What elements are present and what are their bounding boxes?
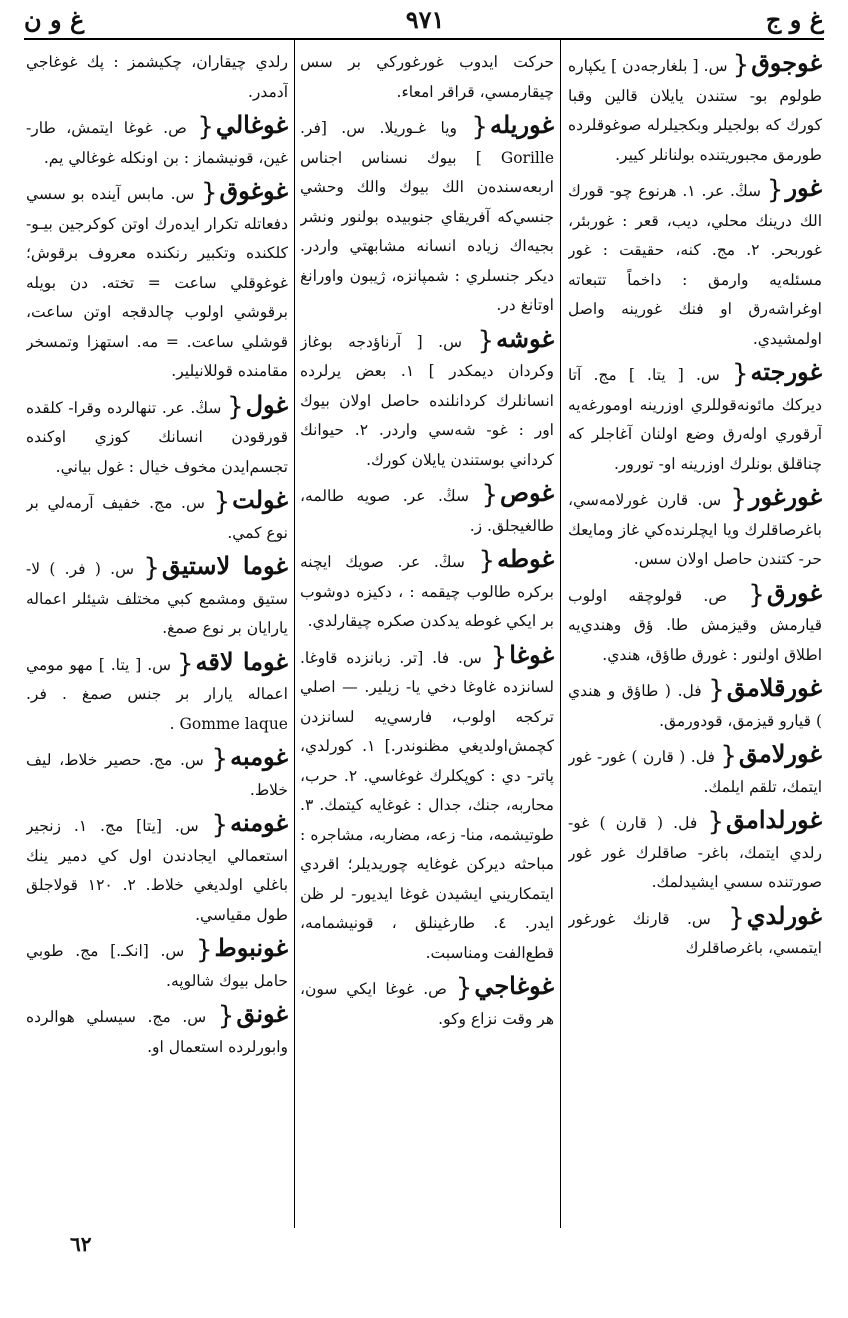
- dictionary-entry: [568, 357, 822, 479]
- entry-headword: غومبه: [230, 742, 288, 771]
- entry-definition: س. قارن غورلامه‌سي، باغرصاقلرك ويا ايچلرنده‌كي غاز ومايعك حر- كتندن حاصل اولان سس.: [568, 491, 822, 568]
- brace-icon: {: [730, 484, 747, 514]
- dictionary-entry: [300, 544, 554, 637]
- dictionary-entry: [26, 390, 288, 483]
- entry-definition: س. [ بلغارجه‌دن ] يكپاره طولوم بو- ستندن يايلان قالين وقبا كورك كه بولجيلر وبكجيلرله صوغوقلرده طورمق مجبوريتنده بولنانلر كيير.: [568, 57, 822, 164]
- dictionary-entry: [300, 971, 554, 1034]
- dictionary-entry: [568, 173, 822, 354]
- brace-icon: {: [197, 112, 214, 142]
- entry-headword: غورلدامق: [726, 805, 822, 834]
- entry-definition: ص. غوغا ايتمش، طار- غين، قونيشماز : بن اونكله غوغالي يم.: [26, 119, 288, 167]
- signature-mark: ٦٢: [70, 1232, 92, 1256]
- dictionary-entry: [568, 482, 822, 575]
- dictionary-entry: [26, 176, 288, 387]
- entry-headword: غوشه: [496, 323, 554, 353]
- dictionary-entry: [300, 640, 554, 969]
- entry-headword: غولت: [232, 485, 288, 514]
- entry-headword: غونق: [236, 999, 288, 1028]
- entry-definition: ويا غـوريلا. س. [فر. Gorille ] بيوك نسناس اجناس اربعه‌سنده‌ن الك بيوك والك وحشي جنسي‌كه آفريقاي جنوبيده بولنور ونشر بجيه‌ا‌ك زياده انسانه مشابهتي واردر. ديكر جنسلري : شمپانزه، ژيبون واورانغ اوتانغ در.: [300, 119, 554, 314]
- dictionary-entry: [26, 999, 288, 1062]
- dictionary-entry: [26, 808, 288, 930]
- entry-definition: س. [ يتا. ] مهو مومي اعماله يارار بر جنس صمغ . فر. Gomme laque .: [26, 655, 288, 733]
- entry-definition: س. مج. خفيف آرمه‌لي بر نوع كمي.: [26, 494, 288, 542]
- brace-icon: {: [477, 325, 495, 356]
- entry-definition: س. [يتا] مج. ١. زنجير استعمالي ايجادندن اول كي دمير ينك باغلي اولديغي خلاط. ٢. ١٢٠ قولاجلق طول مقياسي.: [26, 817, 288, 924]
- entry-definition: سڭ. عر. صويك ايچنه بركره طالوب چيقمه : ، دكيزه دوشوب بر ايكي غوطه يدكدن صكره چيقارلدي.: [300, 553, 554, 630]
- entry-headword: غورقلامق: [726, 673, 822, 702]
- entry-headword: غورجته: [750, 357, 822, 386]
- entry-headword: غول: [245, 389, 288, 419]
- entry-headword: غوغوق: [219, 176, 288, 205]
- brace-icon: {: [176, 648, 194, 679]
- brace-icon: {: [481, 480, 499, 510]
- entry-definition: س. مابس آينده بو سسي دفعاتله تكرار ايده‌رك اوتن كوكرجين بيـو- كلكنده وتكبير رنكنده معروف برقوش؛ غوغوقلي ساعت = تخته. دن بويله برقوشي اولوب چالدقجه اوتن ساعت، قوشلي ساعت. = مه. استهزا وتمسخر مقامنده قوللانيلير.: [26, 185, 288, 380]
- column-left: [26, 48, 288, 1228]
- entry-definition: فل. ( طاؤق و هندي ) قيارو قيزمق، قودورمق.: [568, 682, 822, 730]
- dictionary-entry: [300, 478, 554, 541]
- dictionary-entry: [568, 901, 822, 964]
- entry-definition: س. فا. [تر. زبانزده قاوغا. لسانزده غاوغا دخي يا- زيلير. — اصلي تركجه اولوب، فارسي‌يه لسانزدن كچمش‌اولديغي مظنوندر.] ١. كورلدي، پاتر- دي : كوپكلرك غوغاسي. ٢. حرب، محاربه، جنك، جدال : غوغايه كيتمك. ٣. طوتيشمه، منا- زعه، مضاربه، مشاجره : مباحثه ديركن غوغايه چوريديلر؛ اقردي ايتمكاريني ايشيدن غوغا ايديور- لر ظن ايدر. ٤. طارغينلق ، قونيشمامه، قطع‌الفت ومناسبت.: [300, 648, 554, 962]
- entry-headword: غوجوق: [751, 48, 822, 77]
- entry-definition: س. مج. سيسلي هوالرده وابورلرده استعمال او.: [26, 1008, 288, 1056]
- entry-headword: غوما لاستيق: [161, 551, 288, 580]
- entry-definition: فل. ( قارن ) غور- غور ايتمك، تلقم ايلمك.: [568, 748, 822, 796]
- dictionary-entry: [568, 739, 822, 802]
- dictionary-entry: [26, 647, 288, 740]
- entry-headword: غوص: [500, 478, 554, 507]
- entry-headword: غوريله: [489, 110, 554, 139]
- brace-icon: {: [227, 391, 244, 422]
- entry-headword: غور: [785, 173, 822, 202]
- entry-definition: س. [ آرناؤدجه بوغاز وكردان ديمكدر ] ١. بعض يرلرده انسانلرك كردانلنده حاصل اولان بيوك اور : غو- شه‌سي واردر. ٢. حيوانك كرداني بوستندن يايلان كورك.: [300, 332, 554, 469]
- entry-headword: غومنه: [230, 808, 288, 837]
- brace-icon: {: [143, 553, 160, 583]
- brace-icon: {: [731, 359, 749, 389]
- header-section-left: غ و ن: [24, 4, 85, 34]
- column-divider-left: [294, 40, 295, 1228]
- brace-icon: {: [732, 50, 750, 80]
- entry-headword: غورلدي: [746, 900, 822, 930]
- column-middle: [300, 48, 554, 1228]
- brace-icon: {: [720, 741, 737, 771]
- header-rule: [24, 38, 824, 40]
- brace-icon: {: [766, 175, 784, 205]
- brace-icon: {: [478, 546, 496, 576]
- dictionary-entry: [568, 48, 822, 170]
- brace-icon: {: [211, 810, 229, 840]
- brace-icon: {: [213, 487, 231, 517]
- entry-definition: س. مج. حصير خلاط، ليف خلاط.: [26, 751, 288, 799]
- dictionary-entry: [26, 110, 288, 173]
- entry-definition: سڭ. عر. ١. هرنوع چو- قورك الك درينك محلي، ديب، قعر : غوربئر، غوربحر. ٢. مج. كنه، حقيقت : غور مسئله‌يه وارمق : داخماً تتبعاته اوغراشه‌رق او فنك غورينه واصل اولمشيدي.: [568, 182, 822, 348]
- brace-icon: {: [490, 641, 508, 672]
- brace-icon: {: [455, 973, 473, 1003]
- dictionary-entry: [26, 48, 288, 107]
- entry-headword: غوطه: [497, 544, 554, 573]
- brace-icon: {: [195, 935, 213, 965]
- brace-icon: {: [200, 178, 218, 208]
- dictionary-entry: [26, 933, 288, 996]
- brace-icon: {: [748, 579, 765, 610]
- entry-headword: غونبوط: [214, 933, 288, 962]
- dictionary-entry: [26, 742, 288, 805]
- entry-headword: غورلامق: [738, 739, 822, 768]
- column-right: [568, 48, 822, 1228]
- brace-icon: {: [728, 902, 745, 933]
- entry-definition: س. قارنك غورغور ايتمسي، باغرصاقلرك: [568, 909, 822, 957]
- dictionary-entry: [300, 110, 554, 321]
- entry-definition: ص. غوغا ايكي سون، هر وقت نزاع وكو.: [300, 980, 554, 1028]
- dictionary-entry: [300, 324, 554, 476]
- column-divider-right: [560, 40, 561, 1228]
- dictionary-entry: [26, 485, 288, 548]
- header-section-right: غ و ج: [765, 4, 824, 34]
- entry-definition: س. [ يتا. ] مج. آتا ديركك مائونه‌قوللري اوزرينه اومورغه‌يه آرقوري اوله‌رق وضع اولنان آغاجلر كه چناقلق بونلرك اوزرينه او- تورور.: [568, 366, 822, 473]
- page-header: [24, 2, 824, 36]
- entry-definition: حركت ايدوب غورغوركي بر سس چيقارمسي، قراقر امعاء.: [300, 53, 554, 101]
- dictionary-entry: [568, 805, 822, 898]
- dictionary-entry: [568, 578, 822, 671]
- dictionary-entry: [568, 673, 822, 736]
- entry-headword: غورغور: [748, 482, 822, 511]
- brace-icon: {: [211, 744, 229, 774]
- brace-icon: {: [708, 675, 725, 705]
- entry-headword: غوغا: [509, 639, 554, 669]
- entry-definition: رلدي چيقاران، چكيشمز : پك غوغاجي آدمدر.: [26, 53, 288, 101]
- entry-headword: غوغاجي: [474, 971, 554, 1000]
- brace-icon: {: [217, 1001, 235, 1031]
- entry-definition: ص. قولوچقه اولوب قيارمش وقيزمش طا. ؤق وهندي‌يه اطلاق اولنور : غورق طاؤق، هندي.: [568, 586, 822, 664]
- entry-headword: غورق: [766, 577, 822, 607]
- entry-definition: س. ( فر. ) لا- ستيق ومشمع كبي مختلف شيئلر اعماله يارايان بر نوع صمغ.: [26, 560, 288, 637]
- brace-icon: {: [471, 112, 488, 142]
- entry-headword: غوما لاقه: [195, 646, 288, 676]
- page-number: ٩٧١: [405, 4, 445, 34]
- dictionary-entry: [26, 551, 288, 644]
- entry-definition: سڭ. عر. تنهالرده وقرا- كلقده قورقودن انسانك كوزي اوكنده تجسم‌ايدن مخوف خيال : غول بياني.: [26, 398, 288, 476]
- dictionary-entry: [300, 48, 554, 107]
- entry-definition: سڭ. عر. صويه طالمه، طالغيجلق. ز.: [300, 487, 554, 535]
- entry-definition: فل. ( قارن ) غو- رلدي ايتمك، باغر- صاقلرك غور غور صورتنده سسي ايشيدلمك.: [568, 814, 822, 891]
- entry-headword: غوغالي: [215, 110, 288, 139]
- entry-definition: س. [انكـ.] مج. طوبي حامل بيوك شالوپه.: [26, 942, 288, 990]
- brace-icon: {: [707, 807, 724, 837]
